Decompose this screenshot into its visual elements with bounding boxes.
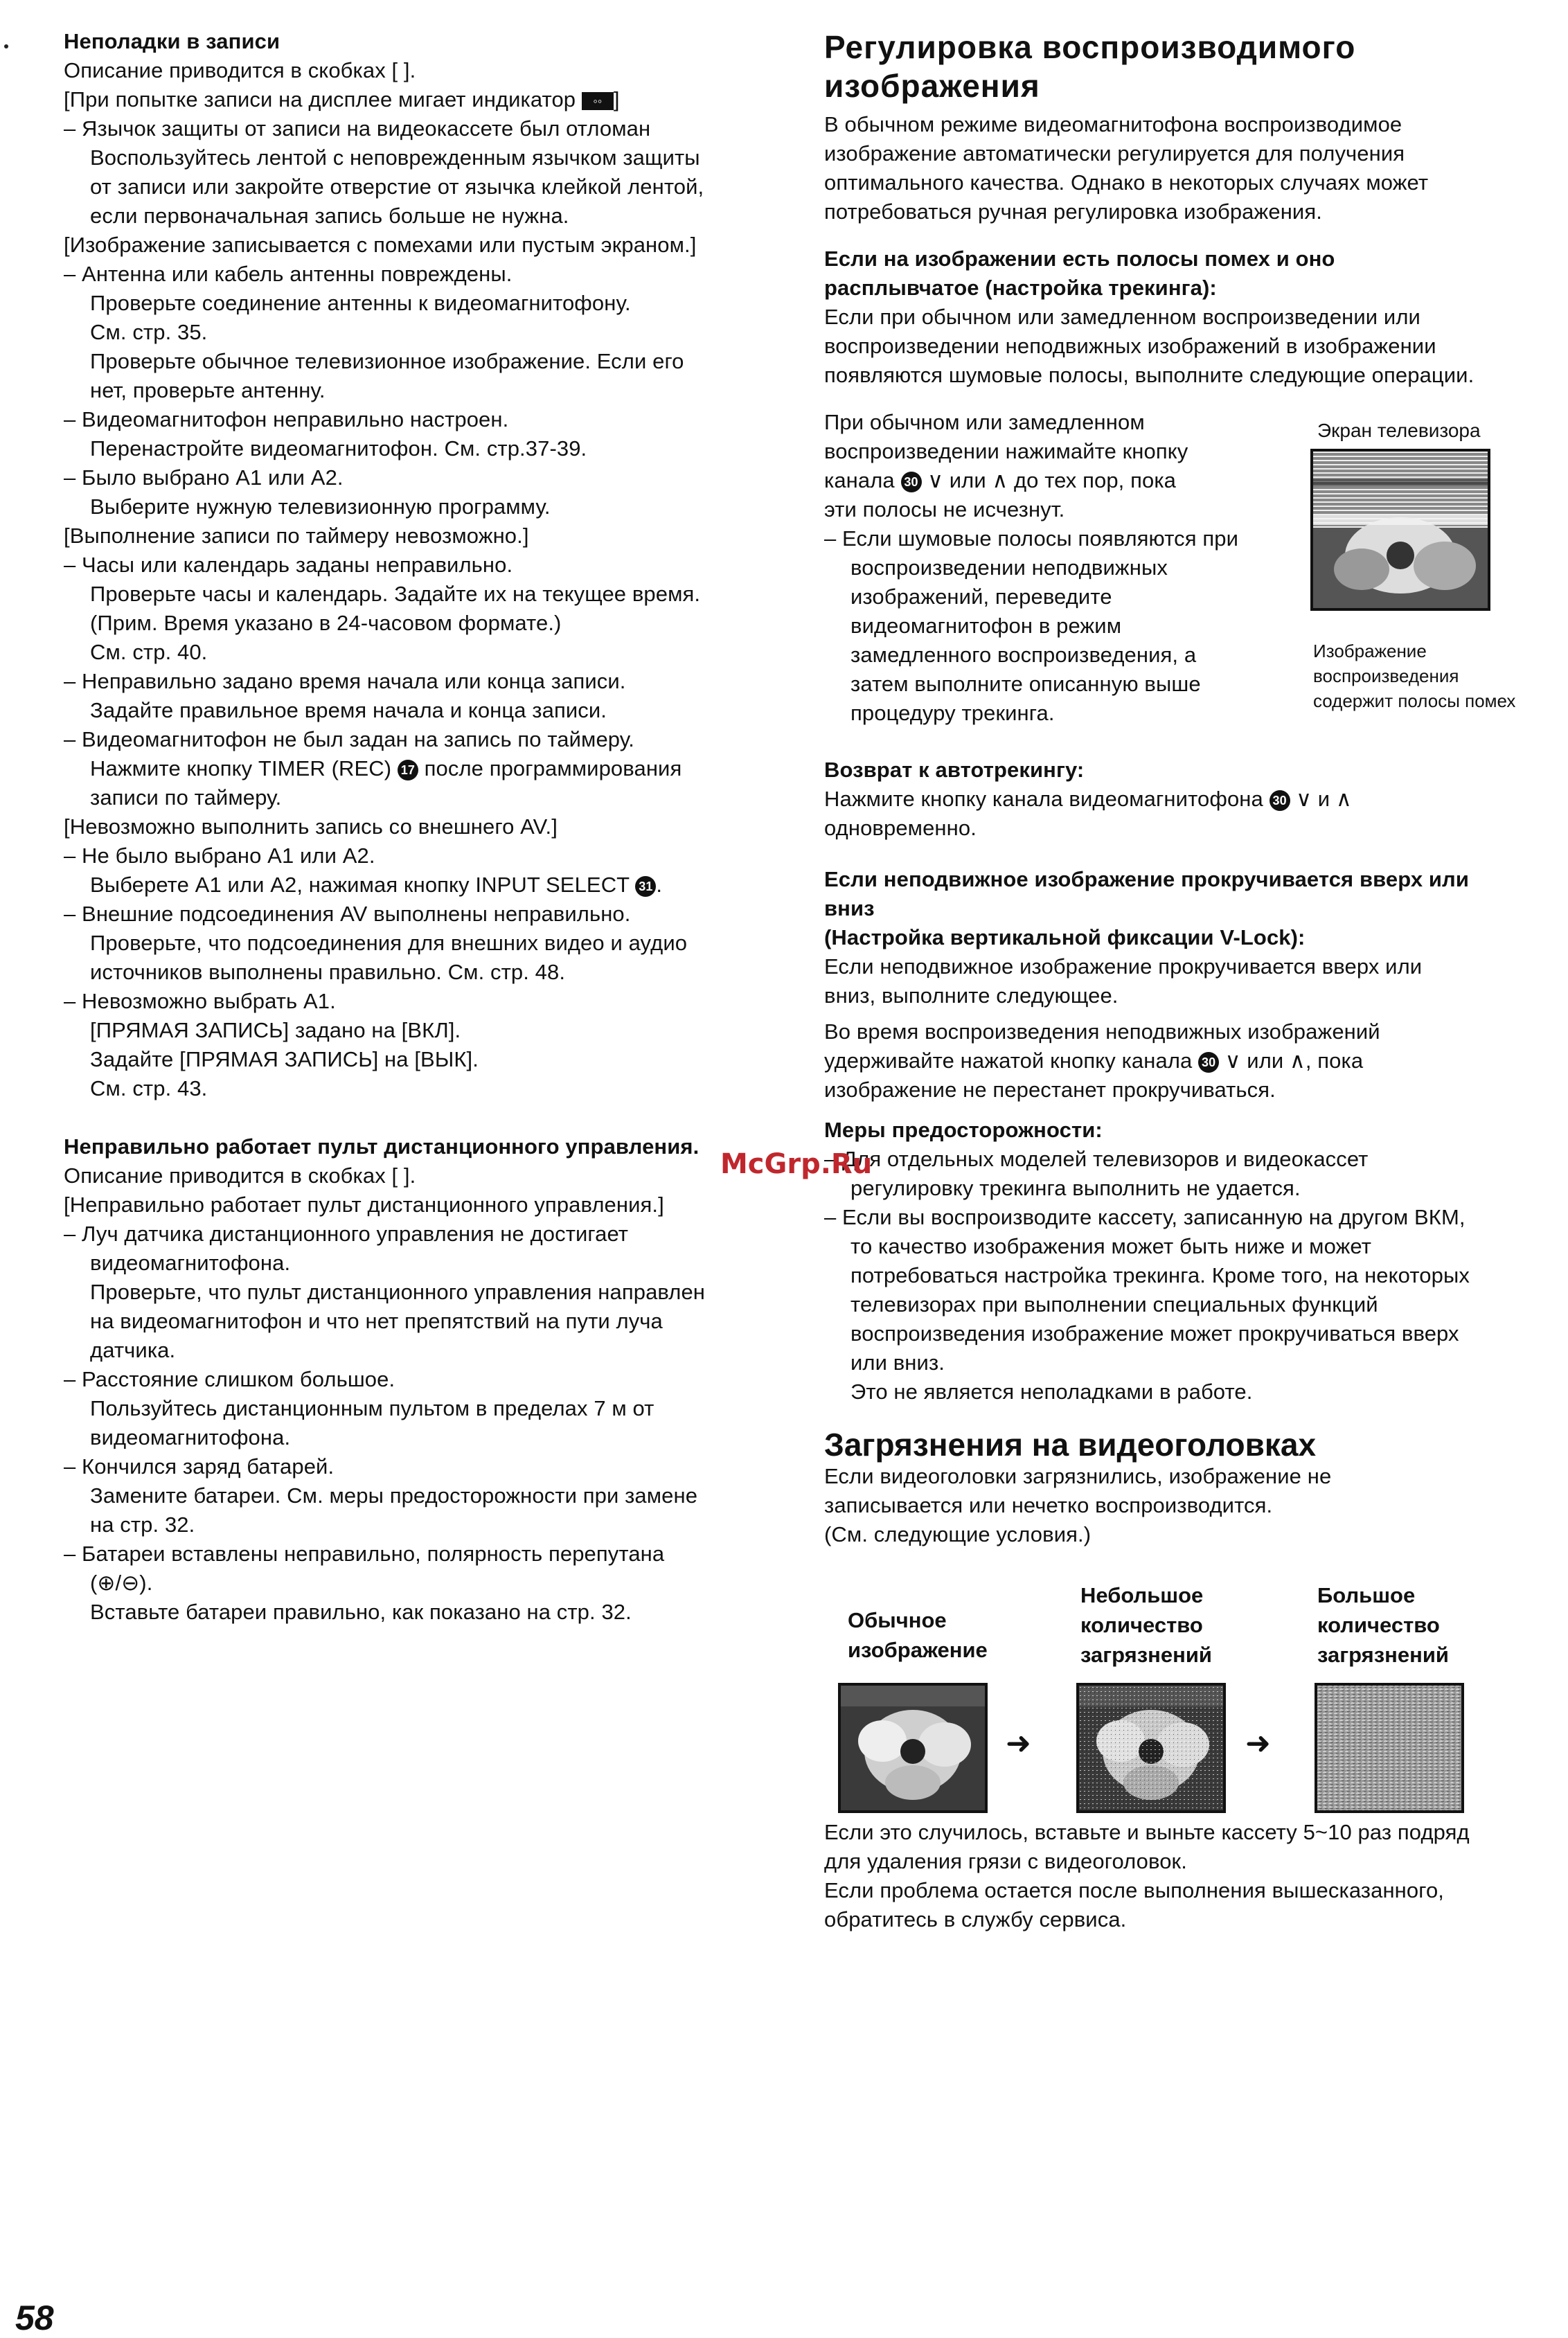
label-large-3: загрязнений [1317,1643,1449,1667]
right-text-line: то качество изображения может быть ниже и может [850,1234,1372,1258]
left-text-line: Воспользуйтесь лентой с неповрежденным язычком защиты [90,145,700,170]
right-text-line: видеомагнитофон в режим [850,614,1122,638]
right-text-line: появляются шумовые полосы, выполните следующие операции. [824,363,1475,387]
left-text-line: (Прим. Время указано в 24-часовом формате.) [90,611,562,635]
right-text-line: или вниз. [850,1350,945,1375]
label-normal-2: изображение [848,1638,988,1662]
right-text-line: воспроизведении нажимайте кнопку [824,439,1188,463]
tv-caption-3: содержит полосы помех [1313,690,1516,711]
right-text-line: (Настройка вертикальной фиксации V-Lock): [824,925,1306,949]
left-text-line: Перенастройте видеомагнитофон. См. стр.37-39. [90,436,587,461]
right-text-line: изображение не перестанет прокручиваться. [824,1078,1276,1102]
right-text-line: для удаления грязи с видеоголовок. [824,1849,1187,1873]
left-text-line: – Видеомагнитофон неправильно настроен. [64,407,509,431]
left-text-line: – Кончился заряд батарей. [64,1454,335,1479]
left-text-line: Проверьте, что подсоединения для внешних видео и аудио [90,931,688,955]
left-text-line: Выберете A1 или A2, нажимая кнопку INPUT SELECT 31 . [90,873,663,897]
label-small-1: Небольшое [1080,1583,1204,1607]
right-text-line: (См. следующие условия.) [824,1522,1092,1546]
right-text-line: Во время воспроизведения неподвижных изображений [824,1019,1380,1044]
right-text-line: Если проблема остается после выполнения вышесказанного, [824,1878,1445,1902]
right-text-line: Если при обычном или замедленном воспроизведении или [824,305,1420,329]
left-text-line: – Язычок защиты от записи на видеокассете был отломан [64,116,651,141]
left-text-line: – Не было выбрано A1 или A2. [64,844,375,868]
left-text-line: Проверьте обычное телевизионное изображение. Если его [90,349,684,373]
left-text-line: Неполадки в записи [64,29,280,53]
right-text-line: Если неподвижное изображение прокручивается вверх или [824,954,1423,979]
left-text-line: Проверьте соединение антенны к видеомагнитофону. [90,291,631,315]
right-text-line: канала 30 ∨ или ∧ до тех пор, пока [824,468,1177,492]
section-title-line-1: Регулировка воспроизводимого [824,29,1356,65]
left-text-line: – Луч датчика дистанционного управления не достигает [64,1222,629,1246]
left-text-line: Задайте правильное время начала и конца записи. [90,698,607,722]
left-text-line: Проверьте, что пульт дистанционного управления направлен [90,1280,706,1304]
left-text-line: Замените батареи. См. меры предосторожности при замене [90,1483,698,1508]
heavily-dirty-picture-image [1315,1683,1464,1813]
page-number: 58 [15,2299,54,2337]
right-text-line: оптимального качества. Однако в некоторых случаях может [824,170,1429,195]
left-text-line: – Батареи вставлены неправильно, полярность перепутана [64,1542,665,1566]
left-text-line: – Видеомагнитофон не был задан на запись по таймеру. [64,727,635,751]
right-text-line: эти полосы не исчезнут. [824,497,1065,521]
left-text-line: – Антенна или кабель антенны повреждены. [64,262,513,286]
tape-indicator-icon: ◦◦ [582,92,614,110]
left-text-line: – Невозможно выбрать A1. [64,989,336,1013]
left-text-line: [Выполнение записи по таймеру невозможно.] [64,524,529,548]
arrow-right-icon: ➜ [1006,1726,1031,1760]
left-text-line: – Неправильно задано время начала или конца записи. [64,669,626,693]
label-normal-1: Обычное [848,1608,947,1632]
right-text-line: одновременно. [824,816,977,840]
left-text-line: [Невозможно выполнить запись со внешнего AV.] [64,814,558,839]
right-text-line: Нажмите кнопку канала видеомагнитофона 30 ∨ и ∧ [824,787,1352,811]
left-text-line: [Изображение записывается с помехами или пустым экраном.] [64,233,697,257]
right-text-line: – Если вы воспроизводите кассету, записанную на другом ВКМ, [824,1205,1465,1229]
left-text-line: видеомагнитофона. [90,1251,291,1275]
arrow-right-icon-2: ➜ [1245,1726,1271,1760]
margin-dot [4,44,8,48]
right-text-line: Если неподвижное изображение прокручивается вверх или [824,867,1469,891]
left-text-line: датчика. [90,1338,176,1362]
left-text-line: – Внешние подсоединения AV выполнены неправильно. [64,902,631,926]
tv-screen-label: Экран телевизора [1317,420,1481,441]
left-text-line: См. стр. 35. [90,320,208,344]
left-text-line: [Неправильно работает пульт дистанционного управления.] [64,1193,664,1217]
left-text-line: записи по таймеру. [90,785,282,810]
left-text-line: на видеомагнитофон и что нет препятствий на пути луча [90,1309,663,1333]
right-text-line: расплывчатое (настройка трекинга): [824,276,1217,300]
right-text-line: процедуру трекинга. [850,701,1055,725]
right-text-line: обратитесь в службу сервиса. [824,1907,1127,1931]
right-text-line: изображений, переведите [850,584,1112,609]
right-text-line: Это не является неполадками в работе. [850,1380,1253,1404]
label-large-2: количество [1317,1613,1440,1637]
right-text-line: изображение автоматически регулируется для получения [824,141,1405,166]
right-text-line: вниз, выполните следующее. [824,983,1119,1008]
right-text-line: – Если шумовые полосы появляются при [824,526,1239,551]
right-text-line: удерживайте нажатой кнопку канала 30 ∨ или ∧, пока [824,1048,1364,1073]
right-text-line: потребоваться ручная регулировка изображения. [824,199,1322,224]
right-text-line: замедленного воспроизведения, а [850,643,1197,667]
left-text-line: Пользуйтесь дистанционным пультом в пределах 7 м от [90,1396,654,1420]
right-text-line: Меры предосторожности: [824,1118,1103,1142]
right-text-line: воспроизведения изображение может прокручиваться вверх [850,1321,1459,1346]
left-text-line: Нажмите кнопку TIMER (REC) 17 после программирования [90,756,682,780]
left-text-line: Неправильно работает пульт дистанционного управления. [64,1134,700,1159]
right-text-line: телевизорах при выполнении специальных функций [850,1292,1378,1317]
tv-caption-2: воспроизведения [1313,666,1459,686]
right-text-line: Если видеоголовки загрязнились, изображение не [824,1464,1332,1488]
button-number-icon: 30 [1269,790,1290,811]
left-text-line: от записи или закройте отверстие от язычка клейкой лентой, [90,175,704,199]
left-text-line: (⊕/⊖). [90,1571,153,1595]
left-text-line: на стр. 32. [90,1512,195,1537]
section-title-line-2: изображения [824,68,1040,104]
right-text-line: Если это случилось, вставьте и выньте кассету 5~10 раз подряд [824,1820,1470,1844]
right-text-line: Возврат к автотрекингу: [824,758,1085,782]
left-text-line: [ПРЯМАЯ ЗАПИСЬ] задано на [ВКЛ]. [90,1018,461,1042]
right-text-line: регулировку трекинга выполнить не удается. [850,1176,1301,1200]
button-number-icon: 30 [901,472,922,492]
right-text-line: вниз [824,896,875,920]
right-text-line: воспроизведении неподвижных [850,555,1168,580]
left-text-line: См. стр. 43. [90,1076,208,1100]
left-text-line: Описание приводится в скобках [ ]. [64,1163,416,1188]
normal-picture-image [838,1683,988,1813]
label-large-1: Большое [1317,1583,1416,1607]
left-text-line: Описание приводится в скобках [ ]. [64,58,416,82]
left-text-line: – Часы или календарь заданы неправильно. [64,553,513,577]
right-text-line: затем выполните описанную выше [850,672,1201,696]
slightly-dirty-picture-image [1076,1683,1226,1813]
right-text-line: записывается или нечетко воспроизводится. [824,1493,1273,1517]
right-text-line: В обычном режиме видеомагнитофона воспроизводимое [824,112,1402,136]
section-heading-dirty-heads: Загрязнения на видеоголовках [824,1427,1317,1463]
left-text-line: нет, проверьте антенну. [90,378,326,402]
right-text-line: При обычном или замедленном [824,410,1145,434]
noisy-tv-image [1310,449,1490,611]
left-text-line: Выберите нужную телевизионную программу. [90,494,551,519]
right-text-line: потребоваться настройка трекинга. Кроме того, на некоторых [850,1263,1470,1287]
left-text-line: источников выполнены правильно. См. стр. 48. [90,960,566,984]
left-text-line: Вставьте батареи правильно, как показано на стр. 32. [90,1600,632,1624]
left-text-line: См. стр. 40. [90,640,208,664]
label-small-2: количество [1080,1613,1203,1637]
left-text-line: – Расстояние слишком большое. [64,1367,395,1391]
left-text-line: [При попытке записи на дисплее мигает индикатор ◦◦ ] [64,87,620,111]
watermark: McGrp.Ru [720,1148,873,1180]
left-text-line: Проверьте часы и календарь. Задайте их на текущее время. [90,582,701,606]
button-number-icon: 30 [1198,1052,1219,1073]
right-text-line: воспроизведении неподвижных изображений в изображении [824,334,1436,358]
left-text-line: если первоначальная запись больше не нужна. [90,204,569,228]
left-text-line: – Было выбрано A1 или A2. [64,465,344,490]
label-small-3: загрязнений [1080,1643,1212,1667]
right-text-line: – Для отдельных моделей телевизоров и видеокассет [824,1147,1369,1171]
left-text-line: видеомагнитофона. [90,1425,291,1449]
left-text-line: Задайте [ПРЯМАЯ ЗАПИСЬ] на [ВЫК]. [90,1047,479,1071]
right-text-line: Если на изображении есть полосы помех и оно [824,247,1335,271]
button-number-icon: 17 [398,760,418,780]
button-number-icon: 31 [635,876,656,897]
tv-caption-1: Изображение [1313,641,1427,661]
